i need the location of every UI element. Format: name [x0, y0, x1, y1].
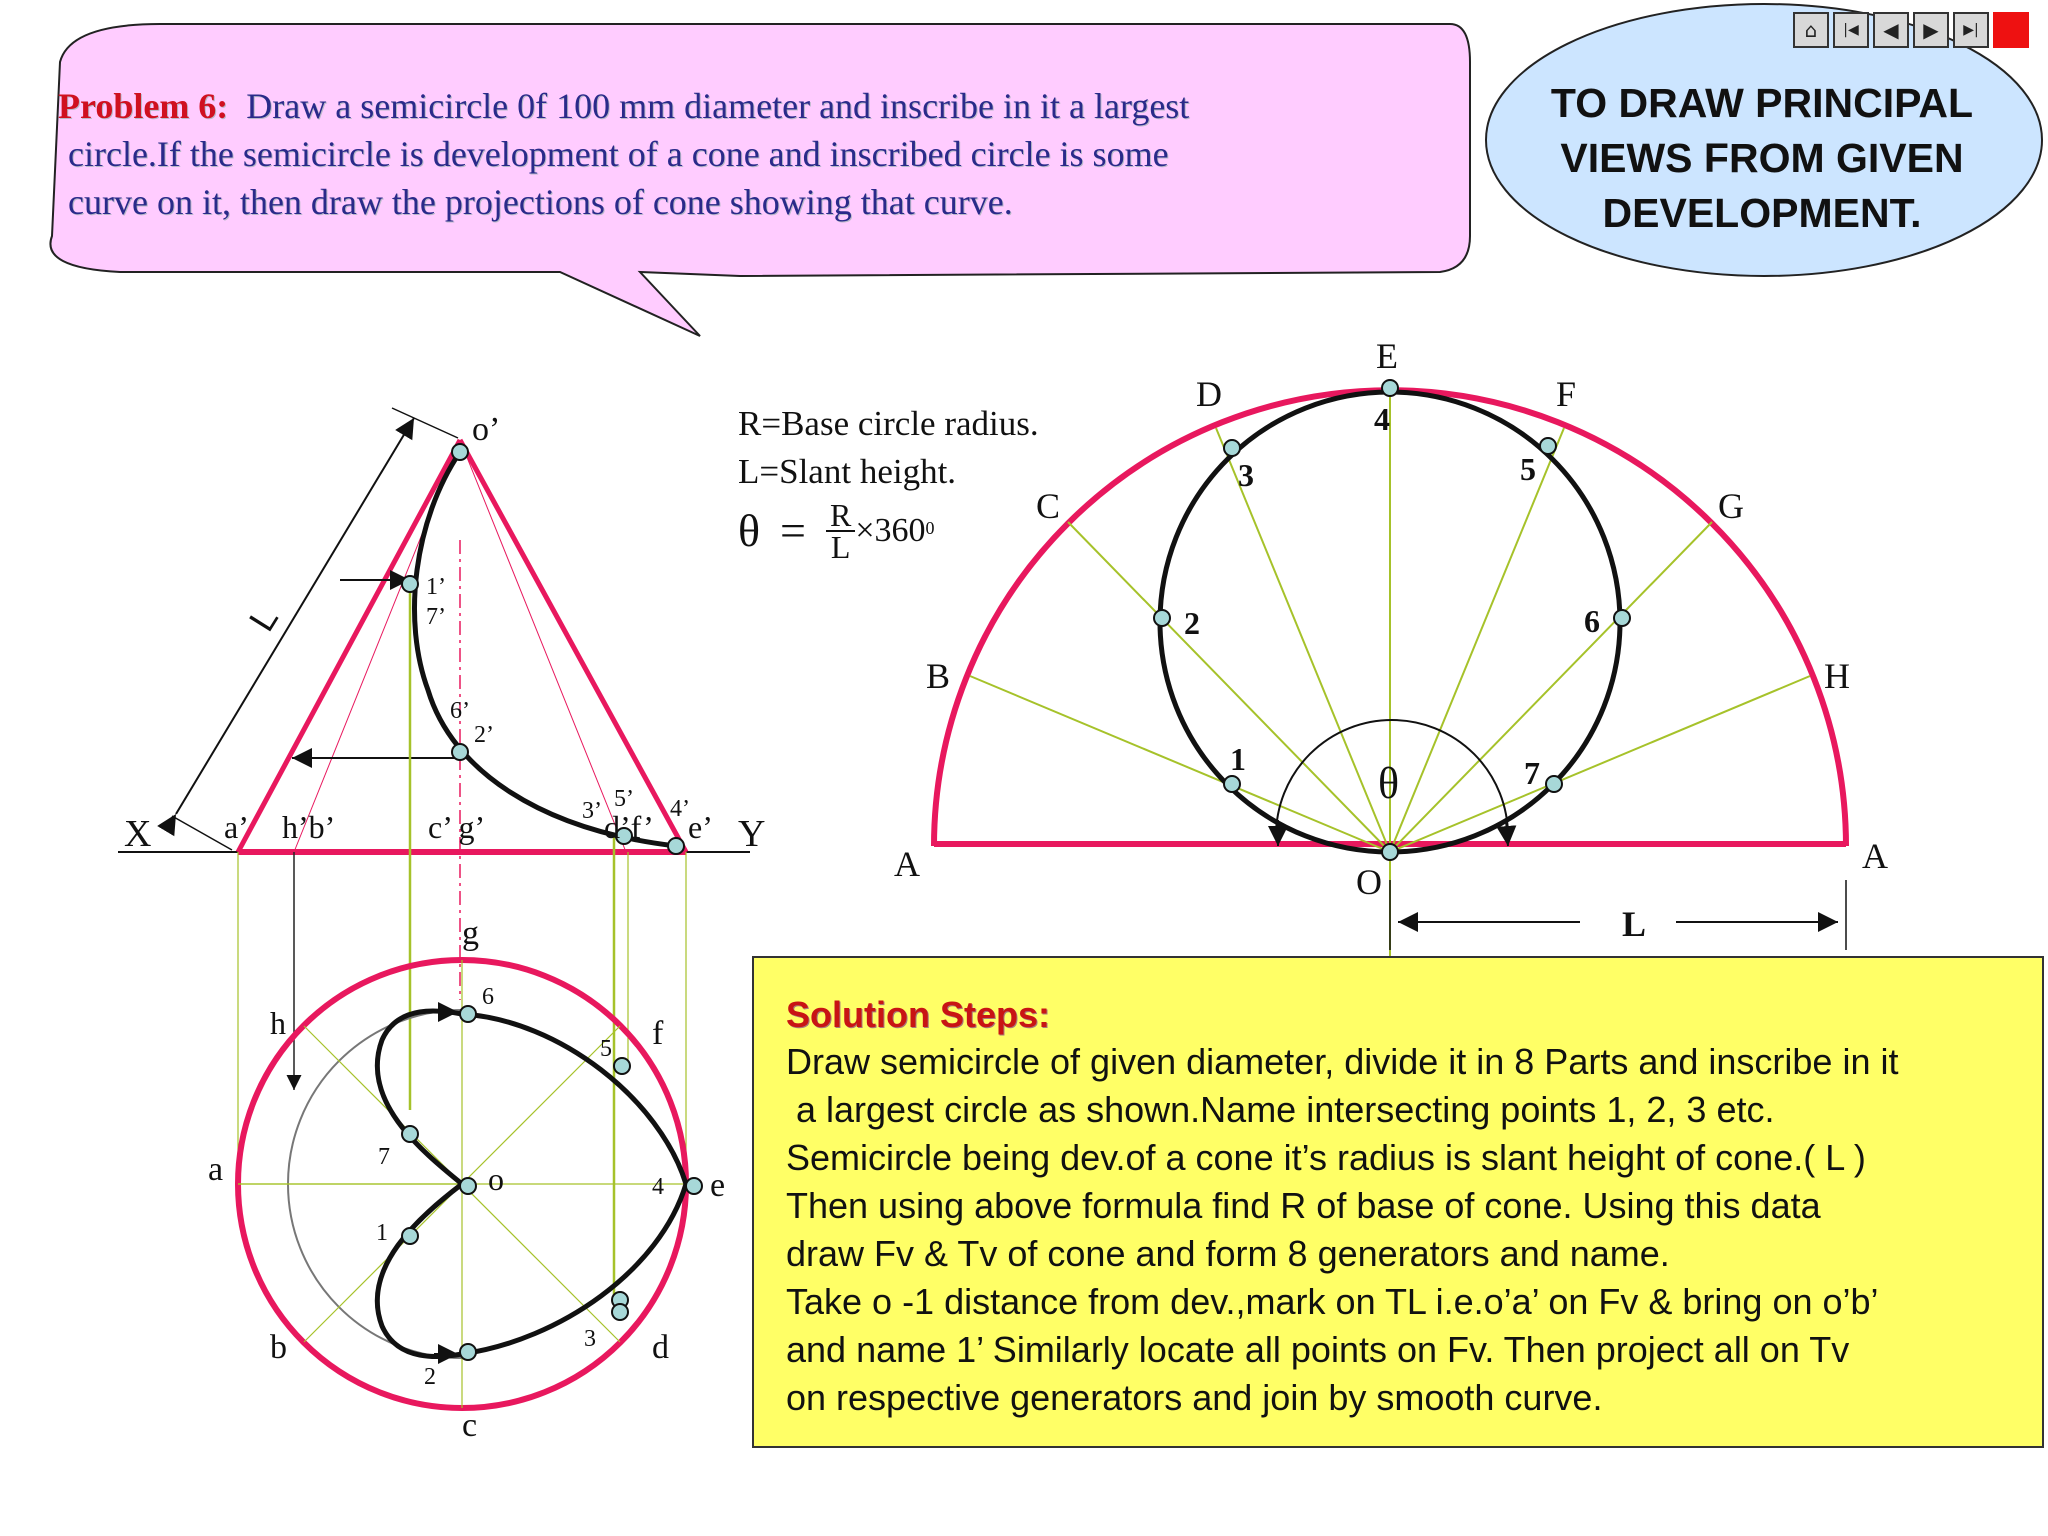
label-7-prime: 7’	[426, 604, 446, 630]
dev-point-7	[1546, 776, 1562, 792]
label-3-prime: 3’	[582, 798, 602, 824]
fv-point-1	[402, 576, 418, 592]
dev-label-1: 1	[1230, 741, 1246, 777]
dev-label-A-right: A	[1862, 836, 1888, 876]
tv-point-4	[686, 1178, 702, 1194]
tv-point-o	[460, 1178, 476, 1194]
label-1-prime: 1’	[426, 574, 446, 600]
slide-nav-bar	[1793, 12, 2033, 48]
tv-point-2	[460, 1344, 476, 1360]
dev-point-2	[1154, 610, 1170, 626]
home-icon: ⌂	[1804, 18, 1818, 42]
close-button[interactable]	[1993, 12, 2029, 48]
label-o-prime: o’	[472, 411, 501, 448]
formula-block	[738, 400, 1039, 565]
step-line: draw Fv & Tv of cone and form 8 generators and name.	[786, 1233, 1670, 1274]
dev-point-5	[1540, 438, 1556, 454]
fv-curve	[414, 452, 676, 846]
dev-point-O	[1382, 844, 1398, 860]
formula-denominator: L	[830, 529, 851, 565]
tv-point-7	[402, 1126, 418, 1142]
dev-point-3	[1224, 440, 1240, 456]
last-slide-button[interactable]	[1953, 12, 1989, 48]
development-view	[894, 336, 1888, 960]
label-X: X	[124, 813, 152, 855]
heading-line-1: TO DRAW PRINCIPAL	[1550, 80, 1974, 126]
tv-point-3b	[612, 1304, 628, 1320]
prev-icon: ◀	[1883, 18, 1899, 42]
problem-label: Problem 6:	[58, 86, 229, 126]
label-4-prime: 4’	[670, 796, 690, 822]
label-6-prime: 6’	[450, 698, 470, 724]
heading-line-2: VIEWS FROM GIVEN	[1560, 135, 1964, 181]
tv-point-6	[460, 1006, 476, 1022]
dev-label-H: H	[1824, 656, 1850, 696]
formula-times-360: ×360	[855, 512, 926, 549]
dev-label-L: L	[1622, 904, 1647, 944]
solution-steps-panel	[752, 956, 2044, 1448]
tv-label-f: f	[652, 1015, 664, 1052]
tv-label-h: h	[270, 1005, 286, 1041]
tv-label-g: g	[462, 915, 479, 952]
tv-label-1: 1	[376, 1220, 388, 1246]
formula-r-def: R=Base circle radius.	[738, 404, 1039, 443]
dev-label-6: 6	[1584, 603, 1600, 639]
slant-dimension	[176, 418, 414, 814]
cone-right-edge	[460, 440, 686, 852]
step-line: Take o -1 distance from dev.,mark on TL i.e.o’a’ on Fv & bring on o’b’	[786, 1281, 1879, 1322]
heading-text	[1488, 76, 2036, 241]
dev-label-O: O	[1356, 862, 1382, 902]
tv-label-5: 5	[600, 1036, 612, 1062]
formula-l-def: L=Slant height.	[738, 452, 957, 491]
step-line: and name 1’ Similarly locate all points on Fv. Then project all on Tv	[786, 1329, 1850, 1370]
tv-label-o: o	[488, 1161, 504, 1197]
tv-label-a: a	[208, 1151, 224, 1188]
step-line: a largest circle as shown.Name intersecting points 1, 2, 3 etc.	[796, 1089, 1775, 1130]
tv-label-3: 3	[584, 1326, 596, 1352]
tv-label-b: b	[270, 1329, 287, 1366]
label-cg-prime: c’ g’	[428, 809, 486, 845]
tv-label-2: 2	[424, 1364, 436, 1390]
dev-label-4: 4	[1374, 401, 1390, 437]
label-df-prime: d’f’	[604, 809, 654, 845]
label-slant-L: L	[240, 599, 286, 639]
tv-label-7: 7	[378, 1144, 390, 1170]
label-a-prime: a’	[224, 809, 249, 845]
fv-point-4	[668, 838, 684, 854]
solution-steps-title: Solution Steps:	[786, 994, 1050, 1035]
dev-label-C: C	[1036, 486, 1061, 526]
heading-line-3: DEVELOPMENT.	[1602, 190, 1922, 236]
top-view	[208, 915, 725, 1444]
formula-eq: =	[780, 505, 806, 556]
step-line: Then using above formula find R of base of cone. Using this data	[786, 1185, 1821, 1226]
dev-label-5: 5	[1520, 451, 1536, 487]
dev-point-1	[1224, 776, 1240, 792]
dev-label-7: 7	[1524, 755, 1540, 791]
label-Y: Y	[738, 813, 766, 855]
problem-line-2: circle.If the semicircle is development of a cone and inscribed circle is some	[68, 134, 1169, 174]
skip-back-icon: |◀	[1843, 22, 1859, 38]
dev-label-G: G	[1718, 486, 1744, 526]
problem-statement	[58, 82, 1458, 226]
tv-point-1	[402, 1228, 418, 1244]
dev-label-E: E	[1376, 336, 1398, 376]
label-2-prime: 2’	[474, 722, 494, 748]
skip-forward-icon: ▶|	[1963, 22, 1979, 38]
step-line: Semicircle being dev.of a cone it’s radius is slant height of cone.( L )	[786, 1137, 1866, 1178]
next-slide-button[interactable]	[1913, 12, 1949, 48]
tv-label-d: d	[652, 1329, 669, 1366]
dev-label-B: B	[926, 656, 951, 696]
next-icon: ▶	[1923, 18, 1939, 42]
step-line: Draw semicircle of given diameter, divide it in 8 Parts and inscribe in it	[786, 1041, 1899, 1082]
formula-theta: θ	[738, 505, 761, 556]
problem-line-3: curve on it, then draw the projections of cone showing that curve.	[68, 182, 1013, 222]
step-line: on respective generators and join by smooth curve.	[786, 1377, 1603, 1418]
tv-point-5	[614, 1058, 630, 1074]
dev-label-3: 3	[1238, 457, 1254, 493]
generator-df	[460, 440, 626, 852]
problem-line-1: Draw a semicircle 0f 100 mm diameter and inscribe in it a largest	[246, 86, 1190, 126]
home-button[interactable]	[1793, 12, 1829, 48]
formula-numerator: R	[826, 500, 855, 532]
first-slide-button[interactable]	[1833, 12, 1869, 48]
formula-degree: 0	[925, 518, 935, 538]
tv-label-e: e	[710, 1167, 726, 1204]
dev-label-D: D	[1196, 374, 1222, 414]
label-hb-prime: h’b’	[282, 809, 336, 845]
dev-label-theta: θ	[1378, 759, 1400, 808]
dev-label-F: F	[1556, 374, 1577, 414]
dev-label-2: 2	[1184, 605, 1200, 641]
dev-point-6	[1614, 610, 1630, 626]
dev-point-4	[1382, 380, 1398, 396]
dev-label-A-left: A	[894, 844, 920, 884]
tv-label-6: 6	[482, 984, 494, 1010]
tv-label-c: c	[462, 1407, 478, 1444]
fv-point-2	[452, 744, 468, 760]
label-e-prime: e’	[688, 809, 713, 845]
tv-label-4: 4	[652, 1174, 664, 1200]
label-5-prime: 5’	[614, 786, 634, 812]
cone-left-edge	[238, 440, 460, 852]
fv-point-apex	[452, 444, 468, 460]
prev-slide-button[interactable]	[1873, 12, 1909, 48]
